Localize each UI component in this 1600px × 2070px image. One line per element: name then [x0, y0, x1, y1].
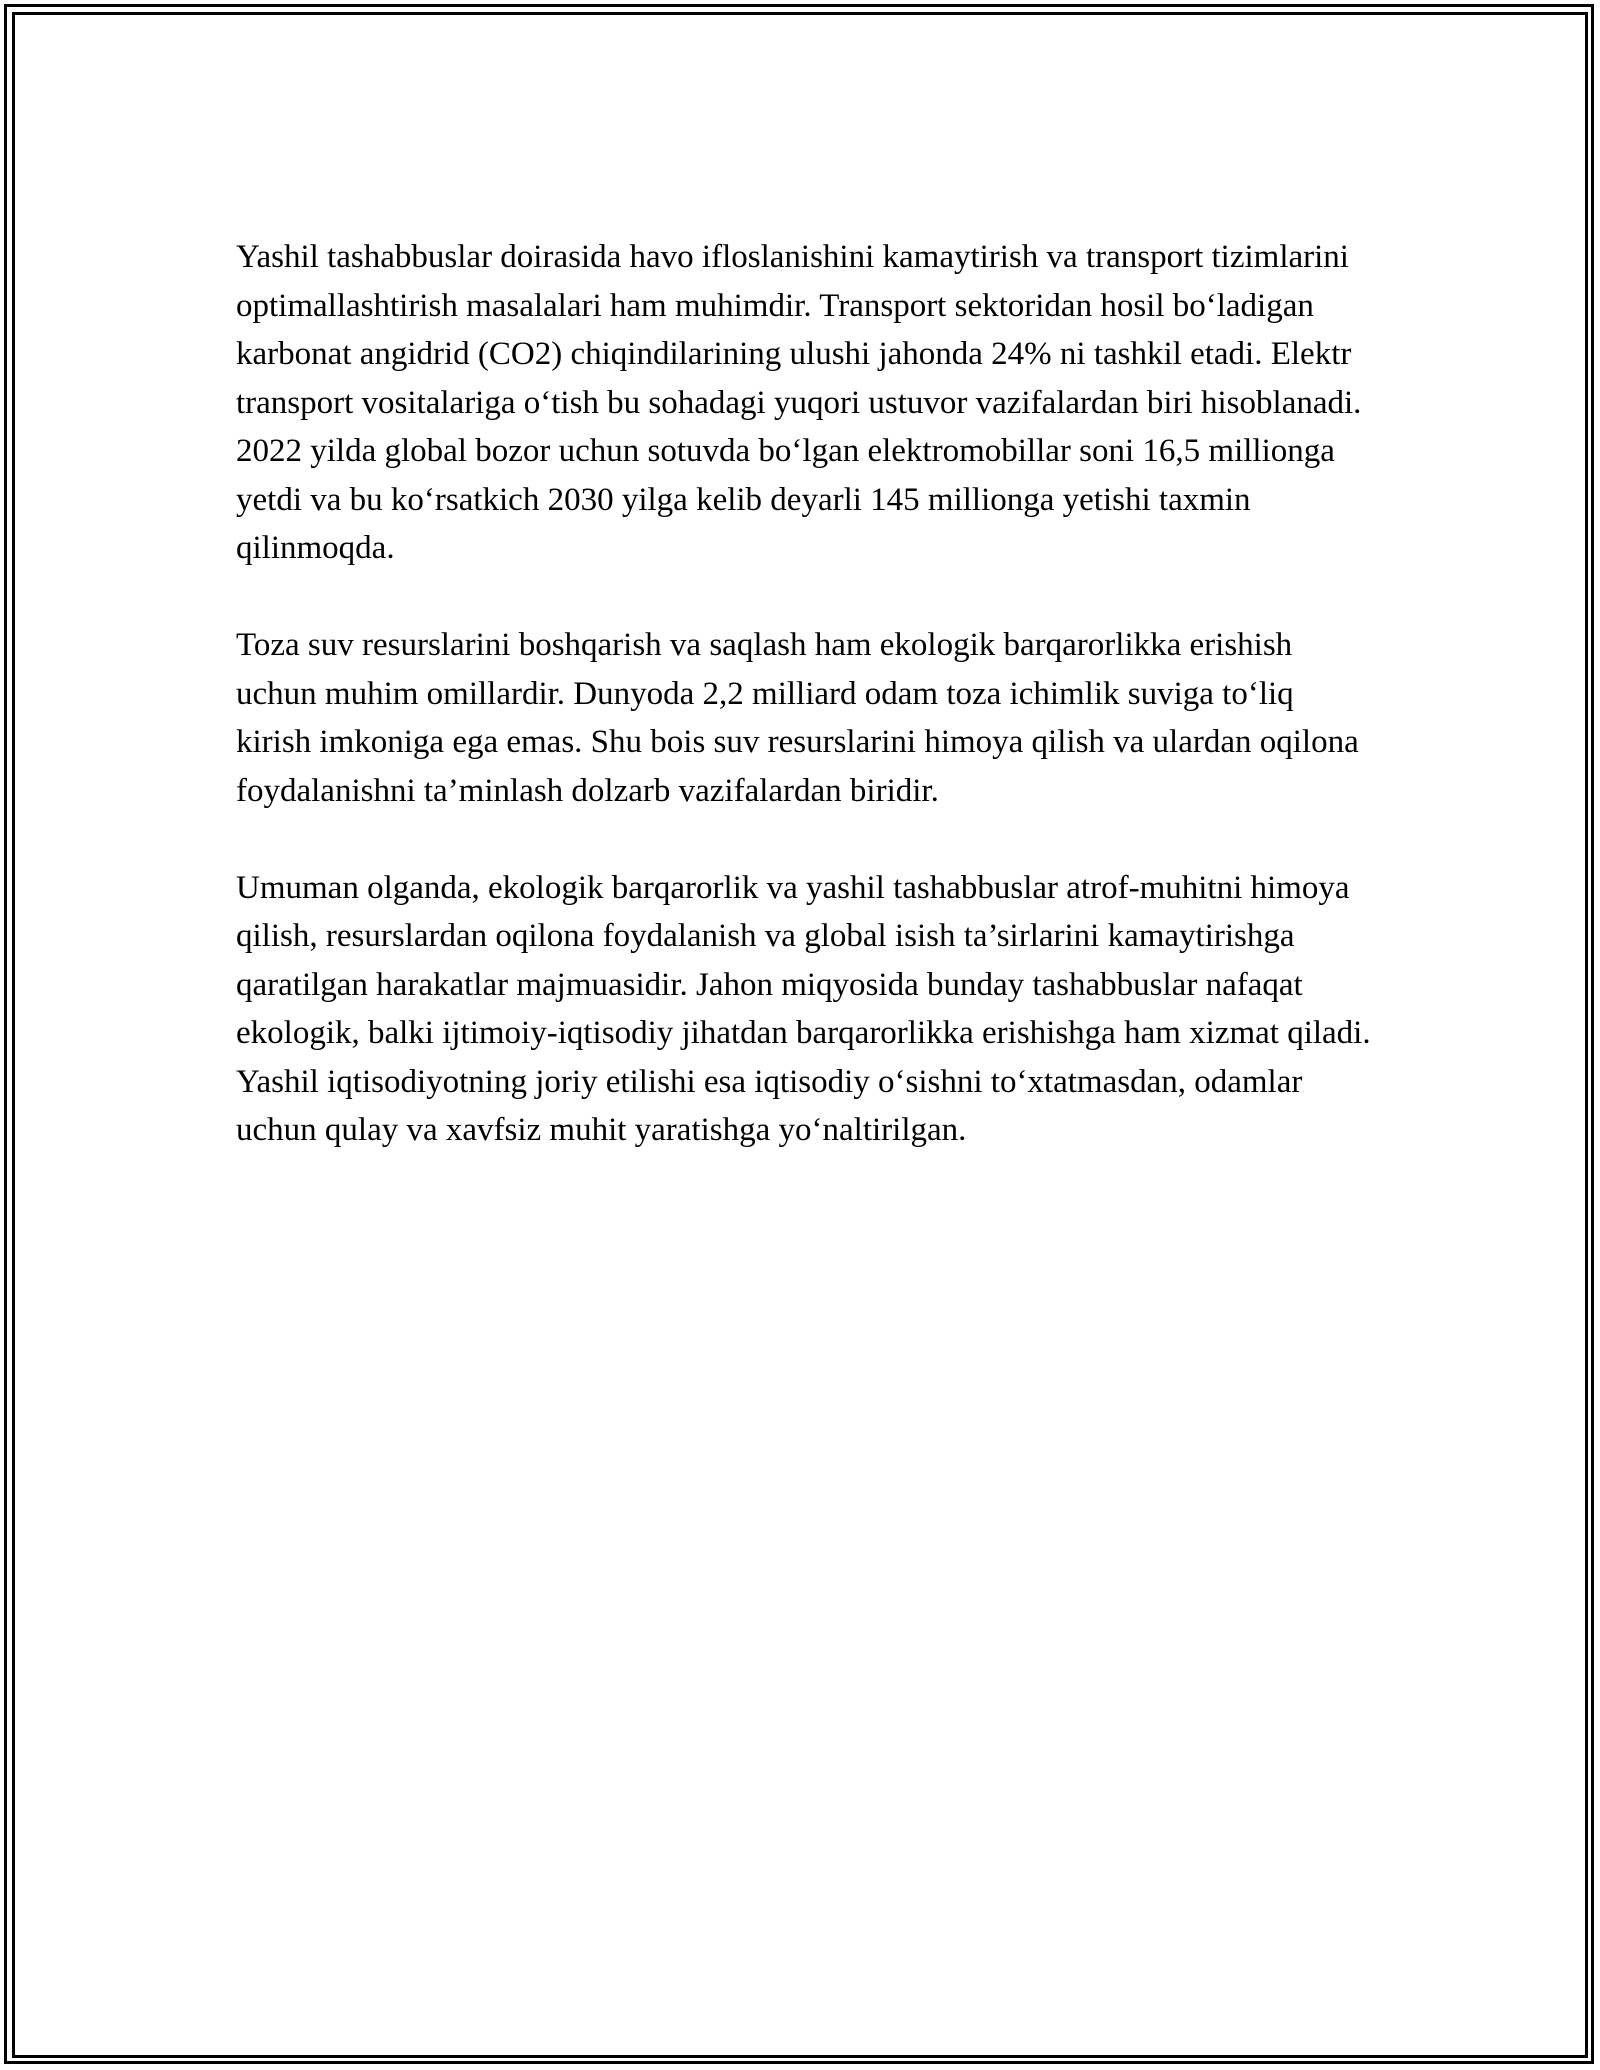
paragraph-transport: Yashil tashabbuslar doirasida havo ifloslanishini kamaytirish va transport tizimlarini optimallashtirish masalalari ham muhimdir. Transport sektoridan hosil bo‘ladigan karbonat angidrid (CO2) chiqindilarining ulushi jahonda 24% ni tashkil etadi. Elektr transport vositalariga o‘tish bu sohadagi yuqori ustuvor vazifalardan biri hisoblanadi. 2022 yilda global bozor uchun sotuvda bo‘lgan elektromobillar soni 16,5 millionga yetdi va bu ko‘rsatkich 2030 yilga kelib deyarli 145 millionga yetishi taxmin qilinmoqda. [236, 239, 1362, 566]
document-body [236, 233, 1376, 1203]
paragraph-conclusion: Umuman olganda, ekologik barqarorlik va yashil tashabbuslar atrof-muhitni himoya qilish, resurslardan oqilona foydalanish va global isish ta’sirlarini kamaytirishga qaratilgan harakatlar majmuasidir. Jahon miqyosida bunday tashabbuslar nafaqat ekologik, balki ijtimoiy-iqtisodiy jihatdan barqarorlikka erishishga ham xizmat qiladi. Yashil iqtisodiyotning joriy etilishi esa iqtisodiy o‘sishni to‘xtatmasdan, odamlar uchun qulay va xavfsiz muhit yaratishga yo‘naltirilgan. [236, 869, 1371, 1148]
paragraph-water-resources: Toza suv resurslarini boshqarish va saqlash ham ekologik barqarorlikka erishish uchun muhim omillardir. Dunyoda 2,2 milliard odam toza ichimlik suviga to‘liq kirish imkoniga ega emas. Shu bois suv resurslarini himoya qilish va ulardan oqilona foydalanishni ta’minlash dolzarb vazifalardan biridir. [236, 627, 1359, 809]
